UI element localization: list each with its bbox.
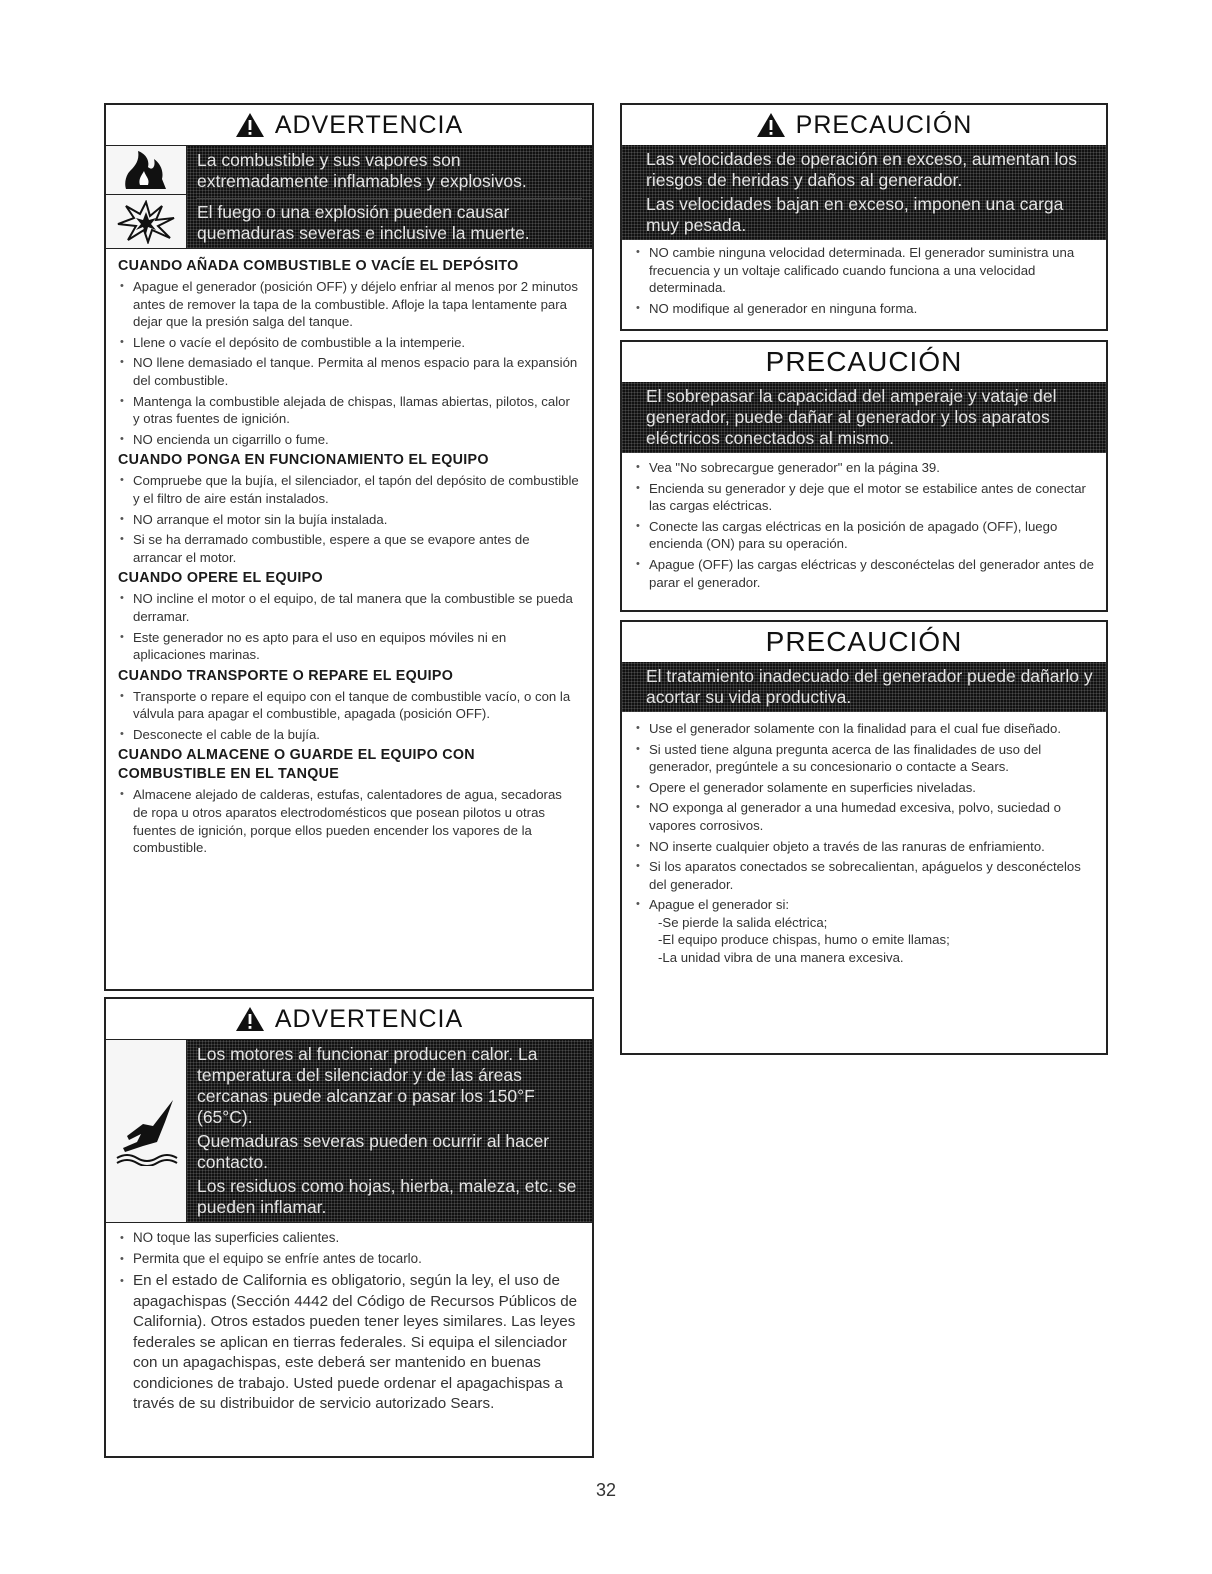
sub-item: -El equipo produce chispas, humo o emite llamas;: [658, 932, 950, 948]
hazard-message: El tratamiento inadecuado del generador puede dañarlo y acortar su vida productiva.: [622, 662, 1106, 712]
list-item: • NO inserte cualquier objeto a través de las ranuras de enfriamiento.: [634, 838, 1094, 856]
section-heading: CUANDO TRANSPORTE O REPARE EL EQUIPO: [118, 667, 454, 684]
list-item: • Permita que el equipo se enfríe antes de tocarlo.: [118, 1250, 580, 1268]
list-item: • Desconecte el cable de la bujía.: [118, 726, 580, 744]
list-item: • Transporte o repare el equipo con el tanque de combustible vacío, o con la válvula para apagar el combustible, apagada (posición OFF).: [118, 688, 580, 723]
list-item: • Este generador no es apto para el uso en equipos móviles ni en aplicaciones marinas.: [118, 629, 580, 664]
list-item: • Si usted tiene alguna pregunta acerca de las finalidades de uso del generador, pregúntele a su concesionario o contacte a Sears.: [634, 741, 1094, 776]
hazard-message: La combustible y sus vapores son extremadamente inflamables y explosivos. El fuego o una explosión pueden causar quemaduras severas e inclusive la muerte.: [187, 146, 592, 248]
sub-item: -Se pierde la salida eléctrica;: [658, 914, 828, 930]
warning-triangle-icon: [756, 112, 786, 138]
explosion-icon: [116, 200, 176, 244]
section-heading: CUANDO PONGA EN FUNCIONAMIENTO EL EQUIPO: [118, 452, 489, 469]
warning-box-heat: [104, 997, 594, 1458]
hazard-message: Las velocidades de operación en exceso, aumentan los riesgos de heridas y daños al generador. Las velocidades bajan en exceso, imponen una carga muy pesada.: [622, 145, 1106, 240]
list-item: • NO encienda un cigarrillo o fume.: [118, 431, 580, 449]
list-item: • Si se ha derramado combustible, espere a que se evapore antes de arrancar el motor.: [118, 531, 580, 566]
list-item: • En el estado de California es obligatorio, según la ley, el uso de apagachispas (Sección 4442 del Código de Recursos Públicos de California). Otros estados pueden tener leyes similares. Las leyes federales se aplican en tierras federales. Si equipa el silenciador con un apagachispas, este deberá ser mantenido en buenas condiciones de trabajo. Usted puede ordenar el apagachispas a través de su distribuidor de servicio autorizado Sears.: [118, 1271, 580, 1415]
list-item: • Opere el generador solamente en superficies niveladas.: [634, 779, 1094, 797]
section-heading: CUANDO ALMACENE O GUARDE EL EQUIPO CON COMBUSTIBLE EN EL TANQUE: [118, 747, 475, 783]
sub-item: -La unidad vibra de una manera excesiva.: [658, 949, 904, 965]
list-item: • NO toque las superficies calientes.: [118, 1229, 580, 1247]
list-item: • Apague el generador si:: [634, 896, 1094, 914]
caution-title: PRECAUCIÓN: [765, 626, 963, 657]
fire-icon: [116, 149, 176, 191]
list-item: • NO arranque el motor sin la bujía instalada.: [118, 511, 580, 529]
list-item: • NO llene demasiado el tanque. Permita al menos espacio para la expansión del combustible.: [118, 354, 580, 389]
caution-title: PRECAUCIÓN: [765, 346, 963, 377]
list-item: • Conecte las cargas eléctricas en la posición de apagado (OFF), luego encienda (ON) para su operación.: [634, 518, 1094, 553]
page-number: 32: [595, 1480, 617, 1500]
hot-surface-hand-icon: [113, 1096, 179, 1166]
list-item: • Llene o vacíe el depósito de combustible a la intemperie.: [118, 334, 580, 352]
warning-title: ADVERTENCIA: [106, 999, 592, 1039]
warning-title: ADVERTENCIA: [106, 105, 592, 145]
list-item: • Almacene alejado de calderas, estufas, calentadores de agua, secadoras de ropa u otros aparatos electrodomésticos que posean pilotos u otras fuentes de ignición, porque ellos pueden encender los vapores de la combustible.: [118, 786, 580, 856]
list-item: • Apague (OFF) las cargas eléctricas y desconéctelas del generador antes de parar el generador.: [634, 556, 1094, 591]
caution-title: PRECAUCIÓN: [622, 105, 1106, 145]
section-heading: CUANDO AÑADA COMBUSTIBLE O VACÍE EL DEPÓSITO: [118, 258, 519, 274]
list-item: • NO modifique al generador en ninguna forma.: [634, 300, 1094, 318]
hazard-message: El sobrepasar la capacidad del amperaje y vataje del generador, puede dañar al generador y los aparatos eléctricos conectados al mismo.: [622, 382, 1106, 453]
list-item: • Si los aparatos conectados se sobrecalientan, apáguelos y desconéctelos del generador.: [634, 858, 1094, 893]
warning-box-fuel: [104, 103, 594, 991]
list-item: • Mantenga la combustible alejada de chispas, llamas abiertas, pilotos, calor y otras fuentes de ignición.: [118, 393, 580, 428]
list-item: • Encienda su generador y deje que el motor se estabilice antes de conectar las cargas eléctricas.: [634, 480, 1094, 515]
caution-box-speed: [620, 103, 1108, 331]
list-item: • Vea "No sobrecargue generador" en la página 39.: [634, 459, 1094, 477]
list-item: • Use el generador solamente con la finalidad para el cual fue diseñado.: [634, 720, 1094, 738]
caution-box-overload: [620, 340, 1108, 612]
list-item: • NO cambie ninguna velocidad determinada. El generador suministra una frecuencia y un voltaje calificado cuando funciona a una velocidad determinada.: [634, 244, 1094, 297]
list-item: • NO incline el motor o el equipo, de tal manera que la combustible se pueda derramar.: [118, 590, 580, 625]
list-item: • Compruebe que la bujía, el silenciador, el tapón del depósito de combustible y el filtro de aire están instalados.: [118, 472, 580, 507]
warning-triangle-icon: [235, 112, 265, 138]
caution-box-handling: [620, 620, 1108, 1055]
section-heading: CUANDO OPERE EL EQUIPO: [118, 570, 323, 587]
hazard-message: Los motores al funcionar producen calor. La temperatura del silenciador y de las áreas cercanas puede alcanzar o pasar los 150°F (65°C). Quemaduras severas pueden ocurrir al hacer contacto. Los residuos como hojas, hierba, maleza, etc. se pueden inflamar.: [187, 1040, 592, 1222]
warning-triangle-icon: [235, 1006, 265, 1032]
list-item: • Apague el generador (posición OFF) y déjelo enfriar al menos por 2 minutos antes de remover la tapa de la combustible. Afloje la tapa lentamente para dejar que la presión salga del tanque.: [118, 278, 580, 331]
list-item: • NO exponga al generador a una humedad excesiva, polvo, suciedad o vapores corrosivos.: [634, 799, 1094, 834]
